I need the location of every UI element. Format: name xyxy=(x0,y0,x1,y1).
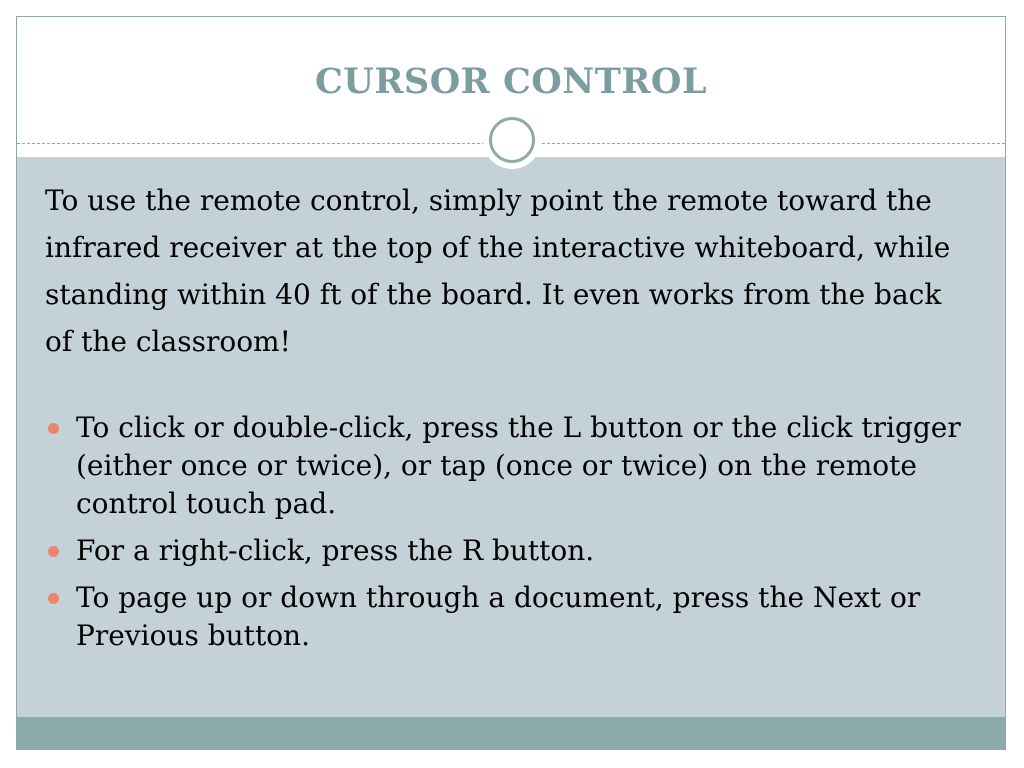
bullet-text: To page up or down through a document, press the Next or Previous button. xyxy=(76,581,921,652)
bullet-dot-icon xyxy=(48,593,59,604)
slide-title: CURSOR CONTROL xyxy=(314,61,708,102)
bullet-dot-icon xyxy=(48,423,59,434)
content-area xyxy=(17,157,1005,717)
footer-bar xyxy=(17,717,1005,750)
bullet-item xyxy=(45,532,965,570)
intro-paragraph: To use the remote control, simply point the remote toward the infrared receiver at the top of the interactive whiteboard, while standing within 40 ft of the board. It even works from the back of the classroom! xyxy=(45,184,951,358)
bullet-item xyxy=(45,579,965,655)
bullet-text: For a right-click, press the R button. xyxy=(76,534,595,567)
bullet-text: To click or double-click, press the L button or the click trigger (either once or twice), or tap (once or twice) on the remote control touch pad. xyxy=(76,411,961,520)
slide xyxy=(16,16,1006,750)
bullet-item xyxy=(45,409,965,523)
circle-ornament-icon xyxy=(489,117,535,163)
bullet-list xyxy=(45,409,965,664)
bullet-dot-icon xyxy=(48,546,59,557)
